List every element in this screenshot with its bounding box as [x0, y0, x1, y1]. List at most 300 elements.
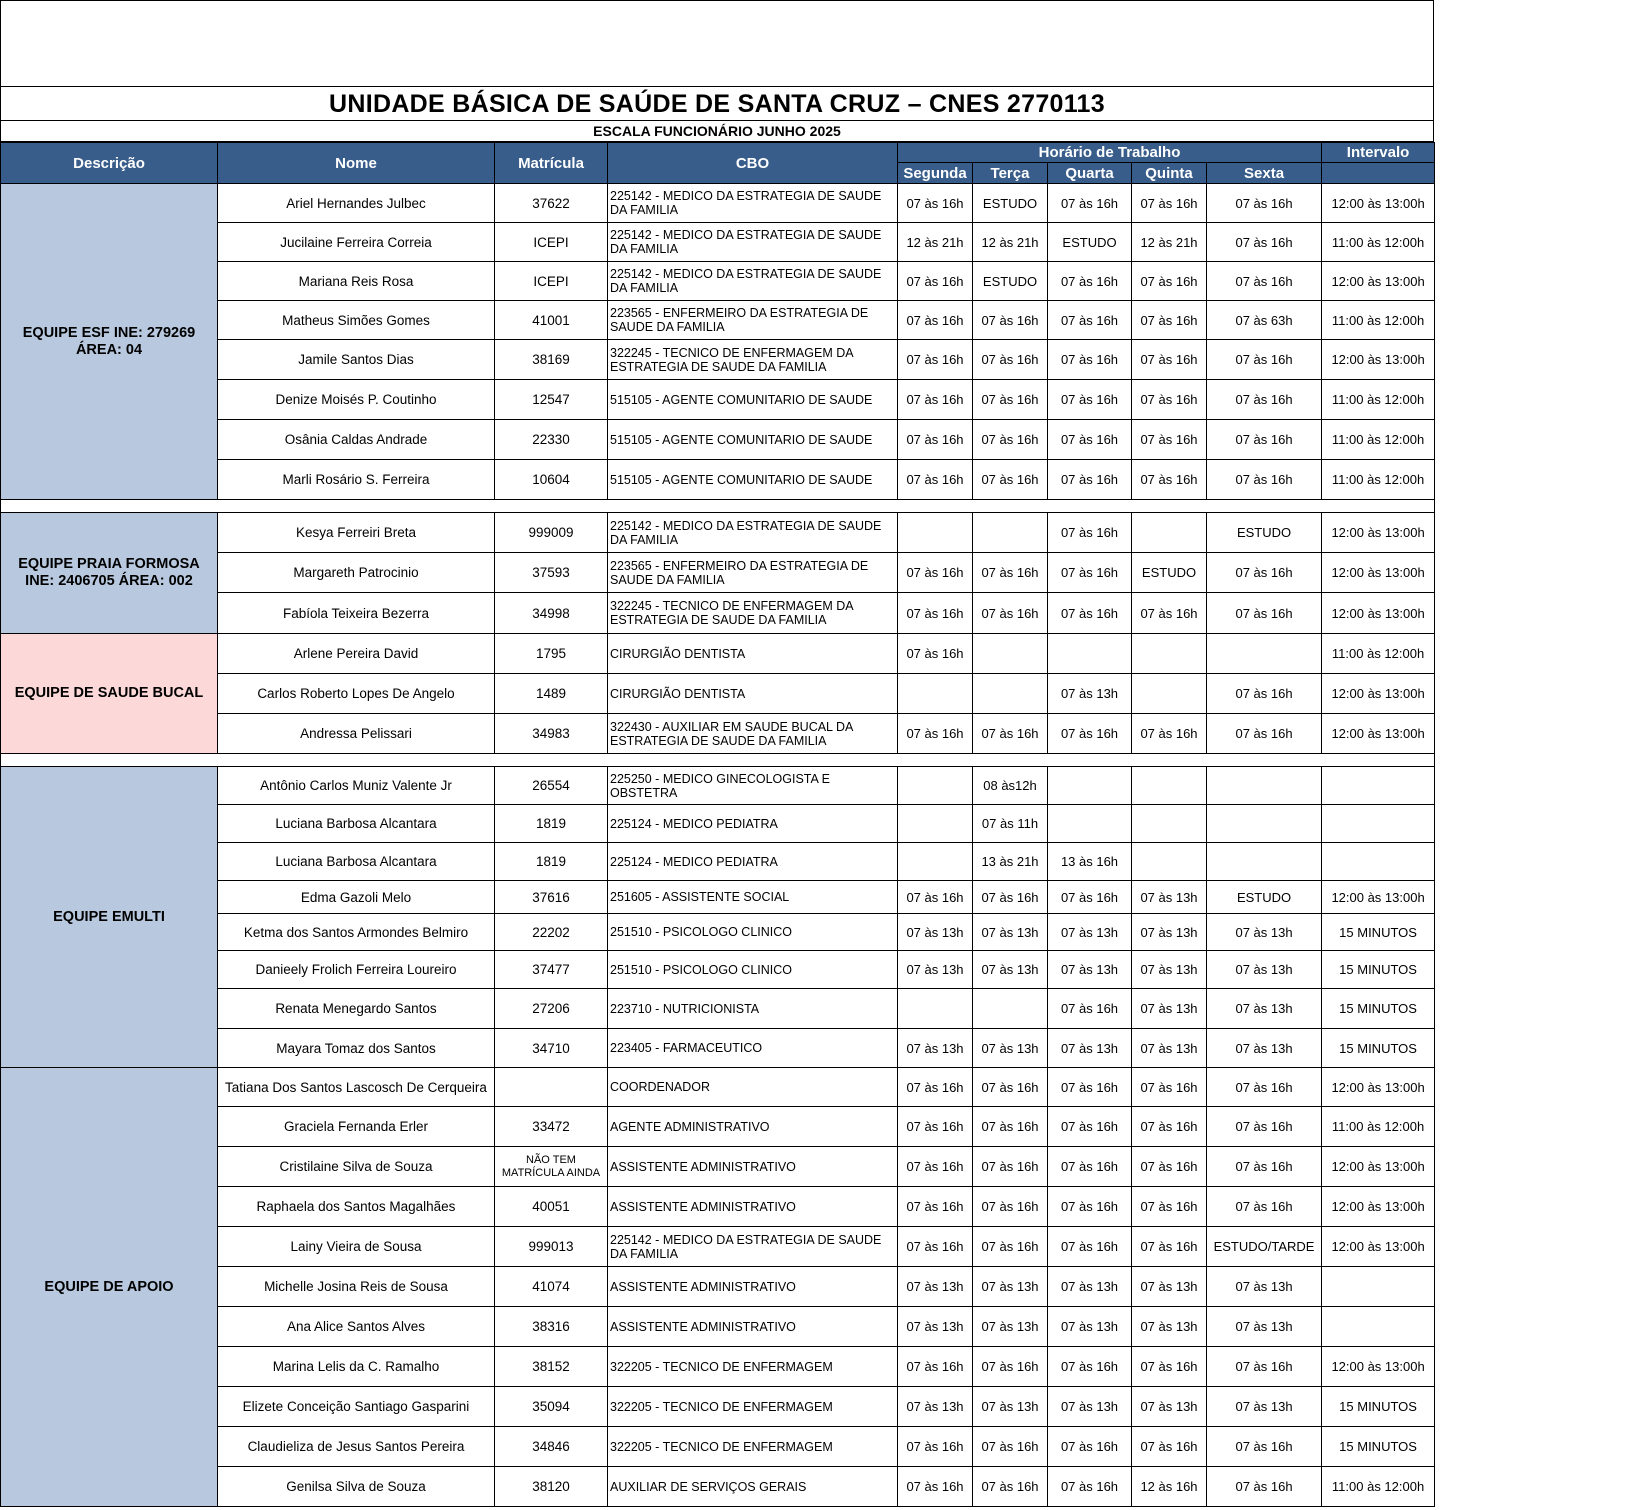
interval-cell: 12:00 às 13:00h	[1322, 1068, 1435, 1107]
schedule-cell-qua: 07 às 16h	[1048, 1107, 1132, 1147]
schedule-cell-seg: 07 às 13h	[898, 1267, 973, 1307]
employee-cbo: 251510 - PSICOLOGO CLINICO	[608, 951, 898, 989]
employee-name: Cristilaine Silva de Souza	[218, 1147, 495, 1187]
schedule-cell-qui: 12 às 21h	[1132, 223, 1207, 262]
schedule-cell-qui: 07 às 13h	[1132, 989, 1207, 1029]
schedule-cell-qua: 07 às 13h	[1048, 1267, 1132, 1307]
schedule-cell-qua: 07 às 16h	[1048, 184, 1132, 223]
schedule-cell-qua: 07 às 13h	[1048, 951, 1132, 989]
schedule-cell-ter: 07 às 16h	[973, 714, 1048, 754]
employee-cbo: 225142 - MEDICO DA ESTRATEGIA DE SAUDE DA FAMILIA	[608, 1227, 898, 1267]
schedule-cell-qua: 07 às 13h	[1048, 1307, 1132, 1347]
schedule-cell-sex: 07 às 16h	[1207, 674, 1322, 714]
employee-name: Elizete Conceição Santiago Gasparini	[218, 1387, 495, 1427]
employee-name: Claudieliza de Jesus Santos Pereira	[218, 1427, 495, 1467]
employee-cbo: ASSISTENTE ADMINISTRATIVO	[608, 1187, 898, 1227]
interval-cell: 15 MINUTOS	[1322, 914, 1435, 951]
schedule-cell-sex: 07 às 16h	[1207, 1467, 1322, 1507]
employee-cbo: 251510 - PSICOLOGO CLINICO	[608, 914, 898, 951]
schedule-cell-qui: 07 às 16h	[1132, 1068, 1207, 1107]
schedule-cell-seg: 07 às 13h	[898, 1307, 973, 1347]
employee-matricula: 26554	[495, 767, 608, 805]
schedule-cell-qui: 07 às 13h	[1132, 1307, 1207, 1347]
employee-name: Fabíola Teixeira Bezerra	[218, 593, 495, 634]
schedule-cell-qua: 07 às 16h	[1048, 1427, 1132, 1467]
schedule-cell-seg: 07 às 13h	[898, 951, 973, 989]
interval-cell: 15 MINUTOS	[1322, 951, 1435, 989]
header-day-terca: Terça	[973, 163, 1048, 184]
schedule-cell-ter: 07 às 16h	[973, 1147, 1048, 1187]
schedule-cell-ter: 07 às 16h	[973, 1427, 1048, 1467]
schedule-cell-qui	[1132, 843, 1207, 881]
schedule-cell-qua: 07 às 16h	[1048, 1068, 1132, 1107]
schedule-cell-qua: 07 às 16h	[1048, 593, 1132, 634]
table-row	[1, 1068, 1435, 1107]
interval-cell	[1322, 767, 1435, 805]
group-label: EQUIPE PRAIA FORMOSA INE: 2406705 ÁREA: 002	[1, 513, 218, 634]
schedule-cell-seg	[898, 843, 973, 881]
schedule-cell-sex: 07 às 63h	[1207, 301, 1322, 340]
employee-matricula: 38169	[495, 340, 608, 380]
employee-matricula: 999009	[495, 513, 608, 553]
schedule-cell-qui: 07 às 13h	[1132, 1029, 1207, 1068]
employee-matricula: 41001	[495, 301, 608, 340]
employee-matricula: 34983	[495, 714, 608, 754]
group-label: EQUIPE DE APOIO	[1, 1068, 218, 1507]
schedule-cell-seg: 07 às 13h	[898, 914, 973, 951]
employee-name: Lainy Vieira de Sousa	[218, 1227, 495, 1267]
schedule-cell-seg: 07 às 16h	[898, 714, 973, 754]
group-label: EQUIPE ESF INE: 279269 ÁREA: 04	[1, 184, 218, 500]
employee-matricula: 10604	[495, 460, 608, 500]
schedule-cell-qui: 07 às 16h	[1132, 1187, 1207, 1227]
employee-matricula: 40051	[495, 1187, 608, 1227]
interval-cell: 15 MINUTOS	[1322, 989, 1435, 1029]
employee-cbo: 225142 - MEDICO DA ESTRATEGIA DE SAUDE DA FAMILIA	[608, 184, 898, 223]
schedule-cell-qui: 07 às 16h	[1132, 1427, 1207, 1467]
schedule-cell-qua: 07 às 16h	[1048, 301, 1132, 340]
employee-cbo: 223405 - FARMACEUTICO	[608, 1029, 898, 1068]
schedule-cell-qua: 07 às 16h	[1048, 340, 1132, 380]
schedule-cell-seg: 07 às 16h	[898, 1187, 973, 1227]
schedule-cell-seg: 07 às 16h	[898, 593, 973, 634]
schedule-cell-seg: 07 às 13h	[898, 1387, 973, 1427]
employee-name: Ketma dos Santos Armondes Belmiro	[218, 914, 495, 951]
employee-cbo: 322205 - TECNICO DE ENFERMAGEM	[608, 1427, 898, 1467]
employee-matricula: 34998	[495, 593, 608, 634]
schedule-cell-qui: ESTUDO	[1132, 553, 1207, 593]
page-title: UNIDADE BÁSICA DE SAÚDE DE SANTA CRUZ – CNES 2770113	[0, 86, 1434, 121]
employee-cbo: AUXILIAR DE SERVIÇOS GERAIS	[608, 1467, 898, 1507]
schedule-cell-ter: 07 às 16h	[973, 553, 1048, 593]
schedule-cell-seg: 07 às 16h	[898, 634, 973, 674]
schedule-cell-qui: 07 às 16h	[1132, 1147, 1207, 1187]
schedule-cell-ter	[973, 674, 1048, 714]
schedule-cell-sex: ESTUDO	[1207, 881, 1322, 914]
schedule-cell-qua: 07 às 16h	[1048, 262, 1132, 301]
employee-cbo: 225124 - MEDICO PEDIATRA	[608, 805, 898, 843]
schedule-cell-sex: 07 às 16h	[1207, 420, 1322, 460]
schedule-cell-sex: 07 às 16h	[1207, 184, 1322, 223]
employee-cbo: 322430 - AUXILIAR EM SAUDE BUCAL DA ESTRATEGIA DE SAUDE DA FAMILIA	[608, 714, 898, 754]
schedule-body	[1, 184, 1435, 1507]
schedule-cell-seg	[898, 767, 973, 805]
employee-name: Mayara Tomaz dos Santos	[218, 1029, 495, 1068]
schedule-cell-qui: 07 às 16h	[1132, 714, 1207, 754]
schedule-cell-ter: 07 às 13h	[973, 1267, 1048, 1307]
employee-name: Ariel Hernandes Julbec	[218, 184, 495, 223]
employee-name: Andressa Pelissari	[218, 714, 495, 754]
page-subtitle: ESCALA FUNCIONÁRIO JUNHO 2025	[0, 121, 1434, 142]
schedule-cell-qui: 07 às 16h	[1132, 301, 1207, 340]
employee-name: Raphaela dos Santos Magalhães	[218, 1187, 495, 1227]
group-label: EQUIPE DE SAUDE BUCAL	[1, 634, 218, 754]
schedule-cell-seg: 07 às 16h	[898, 380, 973, 420]
employee-matricula: 999013	[495, 1227, 608, 1267]
header-day-quinta: Quinta	[1132, 163, 1207, 184]
employee-cbo: 515105 - AGENTE COMUNITARIO DE SAUDE	[608, 420, 898, 460]
interval-cell: 11:00 às 12:00h	[1322, 1467, 1435, 1507]
schedule-cell-ter: 07 às 13h	[973, 1307, 1048, 1347]
schedule-cell-qui	[1132, 634, 1207, 674]
employee-matricula: 34710	[495, 1029, 608, 1068]
schedule-cell-qui: 07 às 16h	[1132, 593, 1207, 634]
schedule-cell-ter: 07 às 13h	[973, 1029, 1048, 1068]
interval-cell: 12:00 às 13:00h	[1322, 513, 1435, 553]
schedule-cell-sex: 07 às 16h	[1207, 223, 1322, 262]
schedule-cell-seg: 12 às 21h	[898, 223, 973, 262]
schedule-cell-qua: ESTUDO	[1048, 223, 1132, 262]
schedule-cell-ter: 13 às 21h	[973, 843, 1048, 881]
schedule-cell-seg: 07 às 16h	[898, 1347, 973, 1387]
employee-cbo: CIRURGIÃO DENTISTA	[608, 634, 898, 674]
employee-name: Danieely Frolich Ferreira Loureiro	[218, 951, 495, 989]
schedule-cell-ter	[973, 634, 1048, 674]
schedule-cell-sex: 07 às 16h	[1207, 714, 1322, 754]
blank-header-area	[0, 0, 1434, 86]
employee-name: Michelle Josina Reis de Sousa	[218, 1267, 495, 1307]
employee-name: Graciela Fernanda Erler	[218, 1107, 495, 1147]
schedule-cell-qua: 07 às 16h	[1048, 460, 1132, 500]
interval-cell: 12:00 às 13:00h	[1322, 262, 1435, 301]
employee-name: Antônio Carlos Muniz Valente Jr	[218, 767, 495, 805]
interval-cell: 11:00 às 12:00h	[1322, 301, 1435, 340]
employee-cbo: 322245 - TECNICO DE ENFERMAGEM DA ESTRATEGIA DE SAUDE DA FAMILIA	[608, 593, 898, 634]
table-row	[1, 184, 1435, 223]
schedule-cell-seg: 07 às 16h	[898, 553, 973, 593]
schedule-cell-ter: 07 às 11h	[973, 805, 1048, 843]
employee-cbo: ASSISTENTE ADMINISTRATIVO	[608, 1147, 898, 1187]
schedule-cell-seg: 07 às 16h	[898, 1107, 973, 1147]
schedule-cell-sex: 07 às 16h	[1207, 460, 1322, 500]
employee-name: Arlene Pereira David	[218, 634, 495, 674]
interval-cell: 11:00 às 12:00h	[1322, 1107, 1435, 1147]
employee-cbo: ASSISTENTE ADMINISTRATIVO	[608, 1307, 898, 1347]
schedule-cell-qua: 07 às 16h	[1048, 989, 1132, 1029]
schedule-cell-qui	[1132, 767, 1207, 805]
schedule-cell-sex: 07 às 13h	[1207, 1387, 1322, 1427]
employee-cbo: 223565 - ENFERMEIRO DA ESTRATEGIA DE SAUDE DA FAMILIA	[608, 553, 898, 593]
schedule-cell-qui: 07 às 16h	[1132, 1227, 1207, 1267]
employee-matricula: 22330	[495, 420, 608, 460]
employee-matricula: NÃO TEM MATRÍCULA AINDA	[495, 1147, 608, 1187]
employee-name: Luciana Barbosa Alcantara	[218, 843, 495, 881]
schedule-cell-qui	[1132, 513, 1207, 553]
schedule-cell-seg	[898, 513, 973, 553]
schedule-cell-ter: 07 às 16h	[973, 1347, 1048, 1387]
schedule-cell-qua: 07 às 16h	[1048, 380, 1132, 420]
interval-cell: 15 MINUTOS	[1322, 1427, 1435, 1467]
schedule-cell-qui: 07 às 16h	[1132, 420, 1207, 460]
schedule-cell-seg: 07 às 16h	[898, 1227, 973, 1267]
header-day-quarta: Quarta	[1048, 163, 1132, 184]
employee-matricula: 1819	[495, 805, 608, 843]
interval-cell: 12:00 às 13:00h	[1322, 1147, 1435, 1187]
employee-name: Renata Menegardo Santos	[218, 989, 495, 1029]
employee-name: Mariana Reis Rosa	[218, 262, 495, 301]
schedule-cell-seg	[898, 989, 973, 1029]
schedule-cell-ter: 07 às 16h	[973, 460, 1048, 500]
header-day-segunda: Segunda	[898, 163, 973, 184]
schedule-cell-ter	[973, 513, 1048, 553]
schedule-cell-ter: 07 às 16h	[973, 1227, 1048, 1267]
schedule-cell-sex	[1207, 843, 1322, 881]
interval-cell: 12:00 às 13:00h	[1322, 1347, 1435, 1387]
schedule-cell-seg: 07 às 16h	[898, 1068, 973, 1107]
employee-matricula: 41074	[495, 1267, 608, 1307]
schedule-cell-qua: 07 às 16h	[1048, 420, 1132, 460]
schedule-cell-sex: 07 às 16h	[1207, 340, 1322, 380]
schedule-cell-sex: ESTUDO	[1207, 513, 1322, 553]
employee-cbo: 251605 - ASSISTENTE SOCIAL	[608, 881, 898, 914]
schedule-cell-qua: 07 às 16h	[1048, 714, 1132, 754]
employee-cbo: AGENTE ADMINISTRATIVO	[608, 1107, 898, 1147]
employee-matricula: 1819	[495, 843, 608, 881]
schedule-cell-qua: 07 às 13h	[1048, 1029, 1132, 1068]
schedule-cell-sex: 07 às 13h	[1207, 1029, 1322, 1068]
schedule-cell-sex: 07 às 13h	[1207, 1267, 1322, 1307]
schedule-cell-ter: 07 às 16h	[973, 420, 1048, 460]
interval-cell: 12:00 às 13:00h	[1322, 184, 1435, 223]
schedule-cell-seg: 07 às 16h	[898, 1467, 973, 1507]
employee-cbo: CIRURGIÃO DENTISTA	[608, 674, 898, 714]
schedule-cell-qua: 07 às 16h	[1048, 881, 1132, 914]
employee-cbo: ASSISTENTE ADMINISTRATIVO	[608, 1267, 898, 1307]
schedule-table	[0, 142, 1435, 1507]
schedule-cell-qui: 07 às 16h	[1132, 184, 1207, 223]
interval-cell: 12:00 às 13:00h	[1322, 593, 1435, 634]
employee-cbo: 515105 - AGENTE COMUNITARIO DE SAUDE	[608, 460, 898, 500]
employee-name: Ana Alice Santos Alves	[218, 1307, 495, 1347]
employee-matricula: 37593	[495, 553, 608, 593]
header-cbo: CBO	[608, 143, 898, 184]
schedule-cell-ter: 07 às 13h	[973, 951, 1048, 989]
schedule-cell-qua: 07 às 13h	[1048, 674, 1132, 714]
schedule-cell-qui: 07 às 16h	[1132, 460, 1207, 500]
header-intervalo-blank	[1322, 163, 1435, 184]
schedule-cell-seg: 07 às 16h	[898, 340, 973, 380]
employee-matricula: 38152	[495, 1347, 608, 1387]
schedule-cell-qui	[1132, 805, 1207, 843]
schedule-cell-qui: 07 às 13h	[1132, 881, 1207, 914]
employee-cbo: 322205 - TECNICO DE ENFERMAGEM	[608, 1387, 898, 1427]
schedule-cell-qua: 07 às 16h	[1048, 1347, 1132, 1387]
employee-cbo: 322245 - TECNICO DE ENFERMAGEM DA ESTRATEGIA DE SAUDE DA FAMILIA	[608, 340, 898, 380]
employee-name: Marina Lelis da C. Ramalho	[218, 1347, 495, 1387]
interval-cell: 12:00 às 13:00h	[1322, 881, 1435, 914]
employee-matricula	[495, 1068, 608, 1107]
schedule-cell-qua: 07 às 13h	[1048, 1387, 1132, 1427]
schedule-cell-ter: 12 às 21h	[973, 223, 1048, 262]
employee-cbo: 515105 - AGENTE COMUNITARIO DE SAUDE	[608, 380, 898, 420]
employee-name: Denize Moisés P. Coutinho	[218, 380, 495, 420]
schedule-cell-sex	[1207, 634, 1322, 674]
employee-cbo: 225250 - MEDICO GINECOLOGISTA E OBSTETRA	[608, 767, 898, 805]
group-label: EQUIPE EMULTI	[1, 767, 218, 1068]
employee-cbo: 225142 - MEDICO DA ESTRATEGIA DE SAUDE DA FAMILIA	[608, 513, 898, 553]
schedule-cell-qui: 07 às 13h	[1132, 1267, 1207, 1307]
table-row	[1, 513, 1435, 553]
schedule-cell-seg: 07 às 16h	[898, 1427, 973, 1467]
employee-name: Jamile Santos Dias	[218, 340, 495, 380]
header-matricula: Matrícula	[495, 143, 608, 184]
employee-cbo: 225124 - MEDICO PEDIATRA	[608, 843, 898, 881]
employee-name: Tatiana Dos Santos Lascosch De Cerqueira	[218, 1068, 495, 1107]
schedule-cell-seg	[898, 674, 973, 714]
interval-cell	[1322, 805, 1435, 843]
header-horario: Horário de Trabalho	[898, 143, 1322, 163]
schedule-cell-seg: 07 às 16h	[898, 1147, 973, 1187]
employee-cbo: COORDENADOR	[608, 1068, 898, 1107]
employee-name: Kesya Ferreiri Breta	[218, 513, 495, 553]
interval-cell: 12:00 às 13:00h	[1322, 553, 1435, 593]
schedule-cell-qui: 07 às 16h	[1132, 340, 1207, 380]
schedule-cell-qua: 07 às 16h	[1048, 1227, 1132, 1267]
schedule-cell-sex: 07 às 16h	[1207, 1427, 1322, 1467]
schedule-cell-sex: 07 às 16h	[1207, 1147, 1322, 1187]
schedule-cell-qua: 07 às 16h	[1048, 1147, 1132, 1187]
interval-cell: 15 MINUTOS	[1322, 1387, 1435, 1427]
group-spacer-row	[1, 754, 1435, 767]
interval-cell: 11:00 às 12:00h	[1322, 634, 1435, 674]
schedule-cell-sex: 07 às 13h	[1207, 1307, 1322, 1347]
interval-cell: 11:00 às 12:00h	[1322, 380, 1435, 420]
interval-cell	[1322, 1267, 1435, 1307]
employee-name: Edma Gazoli Melo	[218, 881, 495, 914]
interval-cell: 12:00 às 13:00h	[1322, 1187, 1435, 1227]
schedule-cell-qua: 07 às 16h	[1048, 1467, 1132, 1507]
interval-cell: 12:00 às 13:00h	[1322, 674, 1435, 714]
schedule-cell-qui: 07 às 16h	[1132, 1347, 1207, 1387]
employee-name: Luciana Barbosa Alcantara	[218, 805, 495, 843]
schedule-cell-qua: 07 às 16h	[1048, 1187, 1132, 1227]
employee-cbo: 223710 - NUTRICIONISTA	[608, 989, 898, 1029]
schedule-cell-sex: ESTUDO/TARDE	[1207, 1227, 1322, 1267]
employee-name: Margareth Patrocinio	[218, 553, 495, 593]
schedule-cell-sex: 07 às 16h	[1207, 1347, 1322, 1387]
schedule-cell-seg: 07 às 16h	[898, 420, 973, 460]
employee-name: Matheus Simões Gomes	[218, 301, 495, 340]
employee-matricula: ICEPI	[495, 223, 608, 262]
schedule-cell-ter: ESTUDO	[973, 184, 1048, 223]
employee-name: Carlos Roberto Lopes De Angelo	[218, 674, 495, 714]
employee-matricula: 34846	[495, 1427, 608, 1467]
schedule-cell-sex	[1207, 805, 1322, 843]
schedule-cell-qua: 07 às 13h	[1048, 914, 1132, 951]
employee-matricula: 22202	[495, 914, 608, 951]
employee-matricula: 37622	[495, 184, 608, 223]
interval-cell: 11:00 às 12:00h	[1322, 223, 1435, 262]
schedule-cell-ter: 08 às12h	[973, 767, 1048, 805]
schedule-cell-sex: 07 às 16h	[1207, 1187, 1322, 1227]
group-spacer-row	[1, 500, 1435, 513]
employee-cbo: 322205 - TECNICO DE ENFERMAGEM	[608, 1347, 898, 1387]
employee-cbo: 223565 - ENFERMEIRO DA ESTRATEGIA DE SAUDE DA FAMILIA	[608, 301, 898, 340]
schedule-cell-ter: 07 às 13h	[973, 914, 1048, 951]
schedule-cell-sex: 07 às 16h	[1207, 262, 1322, 301]
employee-cbo: 225142 - MEDICO DA ESTRATEGIA DE SAUDE DA FAMILIA	[608, 223, 898, 262]
interval-cell: 11:00 às 12:00h	[1322, 420, 1435, 460]
employee-matricula: 35094	[495, 1387, 608, 1427]
schedule-cell-qui: 07 às 13h	[1132, 914, 1207, 951]
employee-matricula: 27206	[495, 989, 608, 1029]
schedule-cell-sex: 07 às 16h	[1207, 593, 1322, 634]
table-row	[1, 634, 1435, 674]
schedule-cell-qua	[1048, 805, 1132, 843]
schedule-cell-sex: 07 às 13h	[1207, 914, 1322, 951]
schedule-cell-qua: 07 às 16h	[1048, 513, 1132, 553]
interval-cell: 11:00 às 12:00h	[1322, 460, 1435, 500]
schedule-cell-seg: 07 às 16h	[898, 262, 973, 301]
schedule-cell-sex	[1207, 767, 1322, 805]
schedule-cell-seg: 07 às 16h	[898, 184, 973, 223]
interval-cell: 12:00 às 13:00h	[1322, 714, 1435, 754]
employee-name: Osânia Caldas Andrade	[218, 420, 495, 460]
employee-name: Genilsa Silva de Souza	[218, 1467, 495, 1507]
schedule-cell-qui: 07 às 16h	[1132, 1107, 1207, 1147]
employee-matricula: 38120	[495, 1467, 608, 1507]
schedule-cell-qui: 07 às 16h	[1132, 262, 1207, 301]
employee-matricula: 38316	[495, 1307, 608, 1347]
schedule-cell-qui: 12 às 16h	[1132, 1467, 1207, 1507]
header-descricao: Descrição	[1, 143, 218, 184]
schedule-cell-ter	[973, 989, 1048, 1029]
schedule-cell-ter: 07 às 16h	[973, 340, 1048, 380]
employee-cbo: 225142 - MEDICO DA ESTRATEGIA DE SAUDE DA FAMILIA	[608, 262, 898, 301]
employee-matricula: 12547	[495, 380, 608, 420]
schedule-cell-sex: 07 às 16h	[1207, 1107, 1322, 1147]
schedule-cell-ter: 07 às 13h	[973, 1387, 1048, 1427]
interval-cell	[1322, 1307, 1435, 1347]
schedule-cell-qui	[1132, 674, 1207, 714]
schedule-cell-ter: 07 às 16h	[973, 881, 1048, 914]
schedule-cell-sex: 07 às 13h	[1207, 951, 1322, 989]
schedule-cell-ter: 07 às 16h	[973, 301, 1048, 340]
schedule-cell-qui: 07 às 13h	[1132, 951, 1207, 989]
employee-name: Jucilaine Ferreira Correia	[218, 223, 495, 262]
employee-matricula: 1795	[495, 634, 608, 674]
schedule-cell-sex: 07 às 16h	[1207, 1068, 1322, 1107]
interval-cell: 15 MINUTOS	[1322, 1029, 1435, 1068]
schedule-cell-ter: 07 às 16h	[973, 1068, 1048, 1107]
schedule-cell-ter: 07 às 16h	[973, 1467, 1048, 1507]
schedule-cell-ter: 07 às 16h	[973, 380, 1048, 420]
schedule-cell-ter: ESTUDO	[973, 262, 1048, 301]
schedule-cell-sex: 07 às 16h	[1207, 380, 1322, 420]
header-intervalo: Intervalo	[1322, 143, 1435, 163]
interval-cell: 12:00 às 13:00h	[1322, 340, 1435, 380]
schedule-cell-seg: 07 às 13h	[898, 1029, 973, 1068]
